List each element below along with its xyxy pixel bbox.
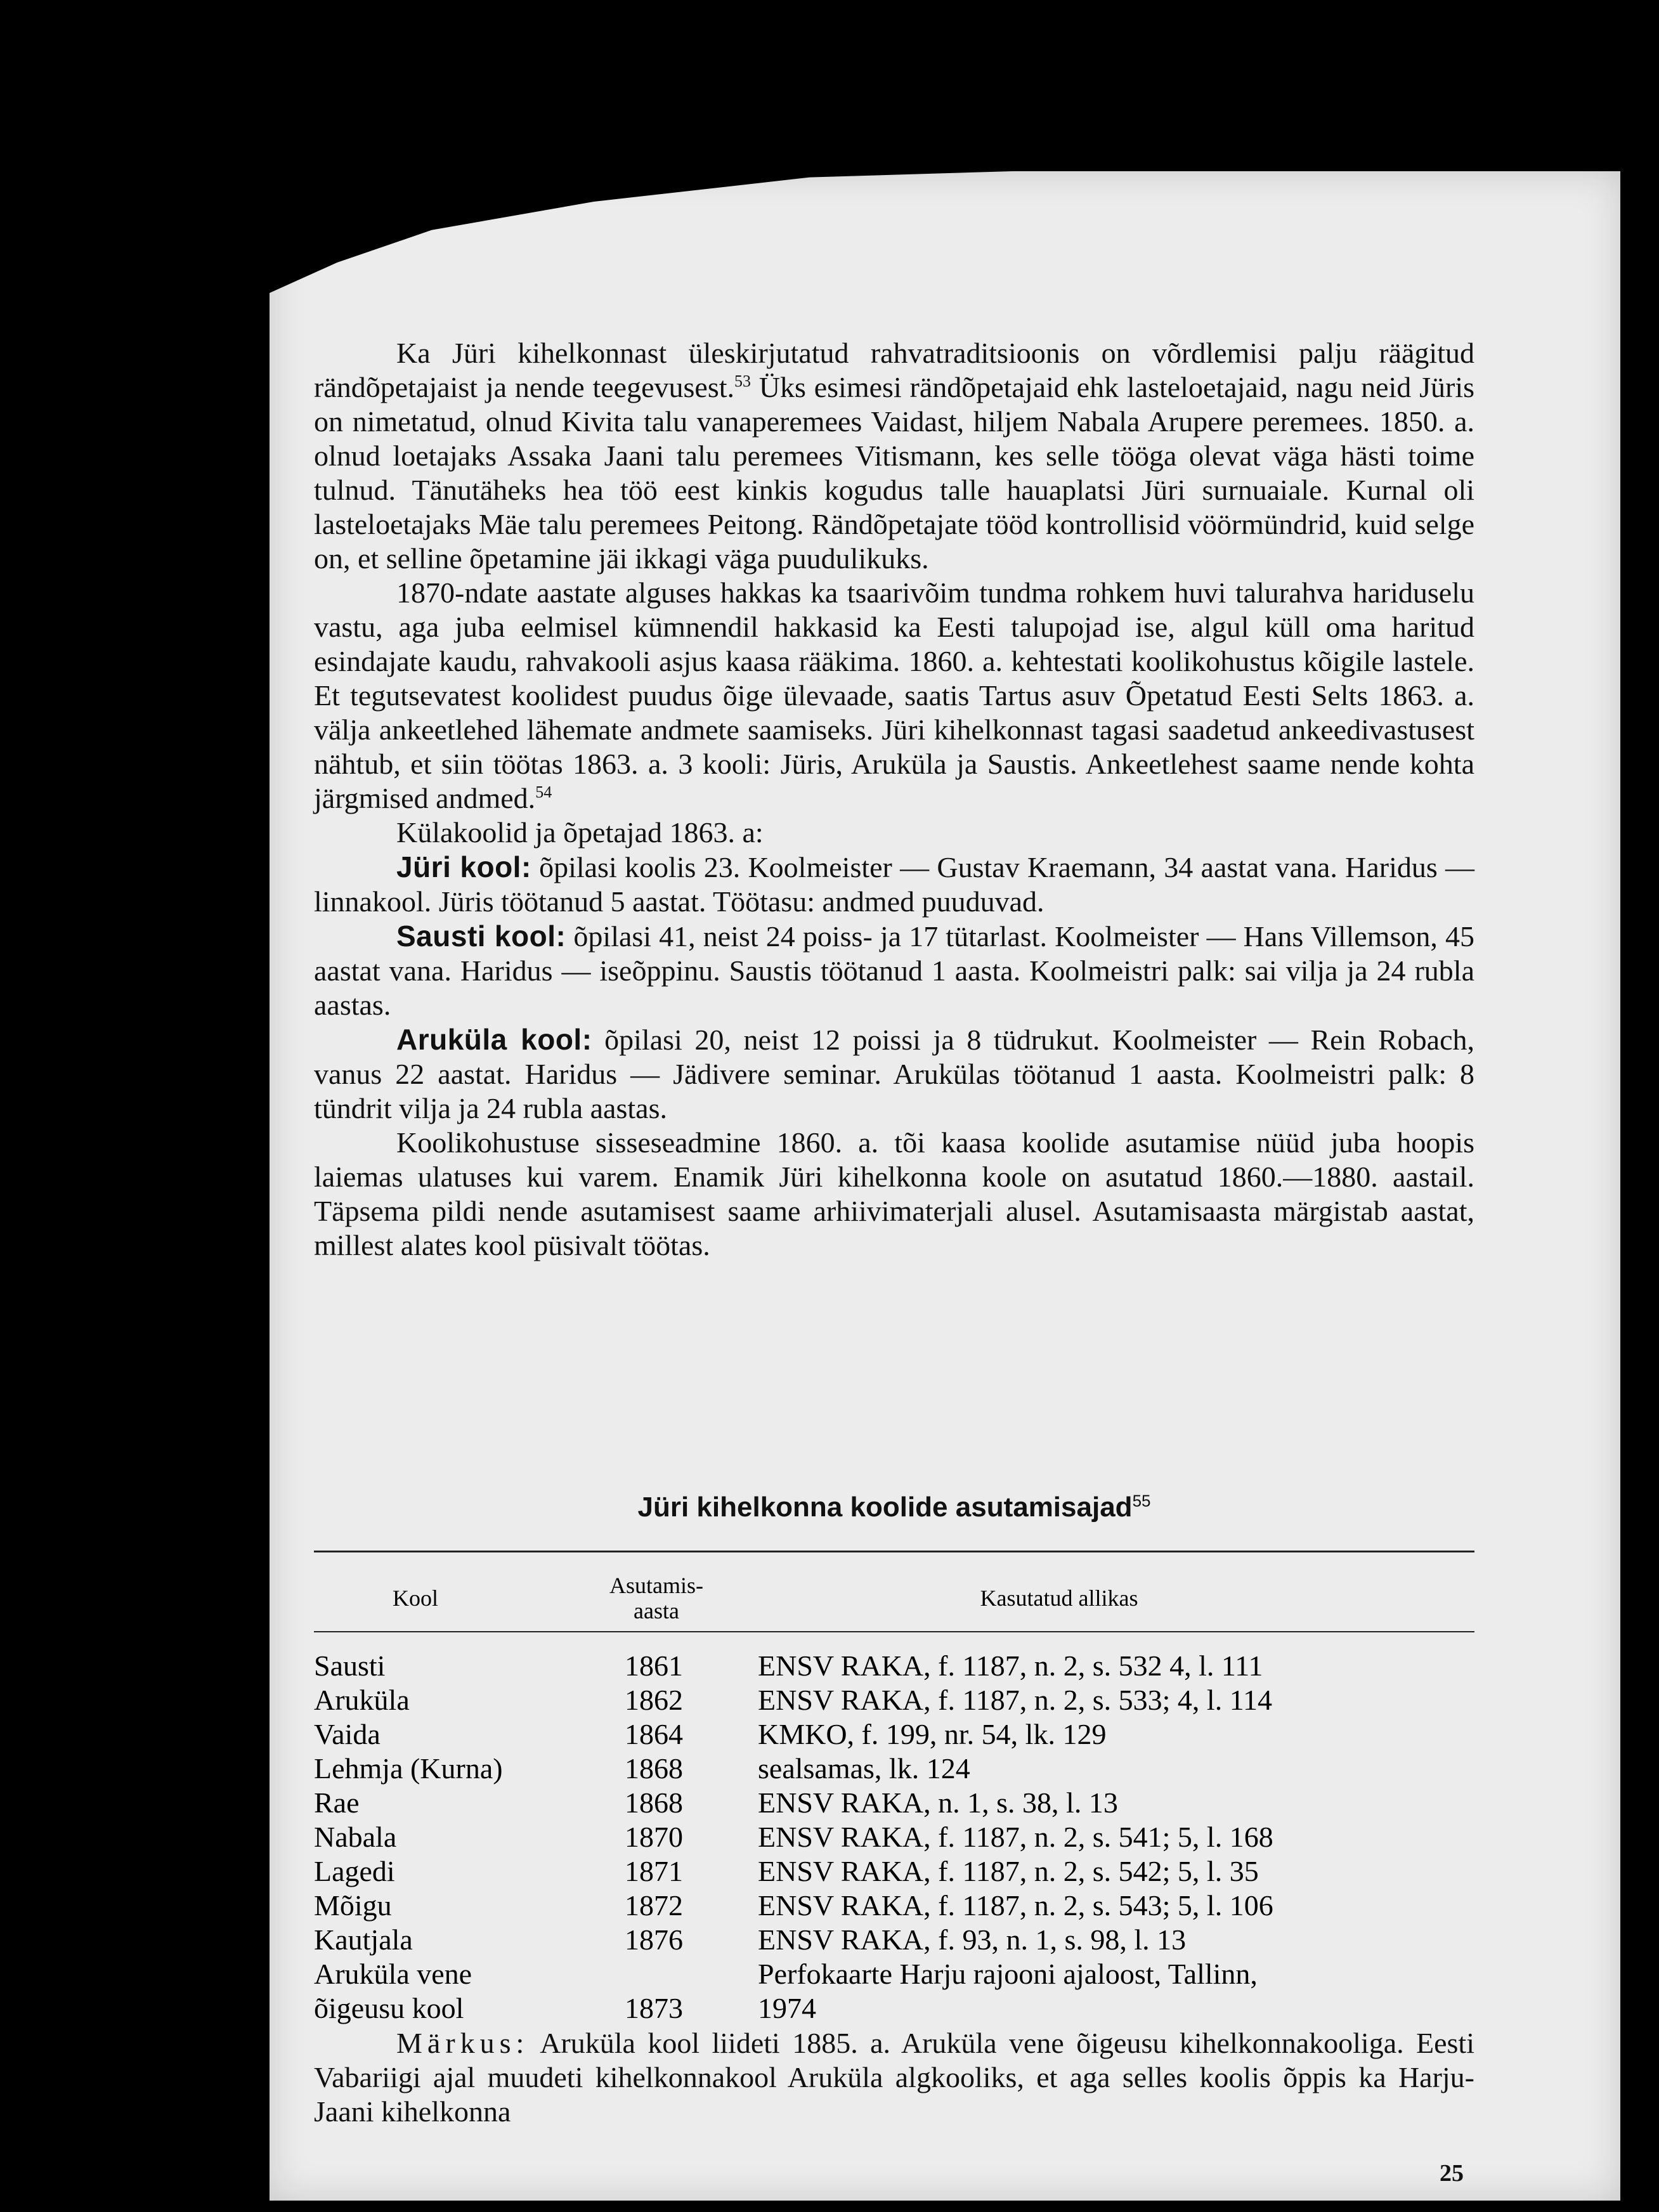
cell-kool: Sausti bbox=[314, 1649, 386, 1682]
cell-kool: Nabala bbox=[314, 1821, 397, 1853]
table-row bbox=[314, 1991, 1474, 2026]
cell-kool: Kautjala bbox=[314, 1923, 413, 1956]
paragraph-intro: Ka Jüri kihelkonnast üleskirjutatud rahvatraditsioonis on võrdlemisi palju räägitud rändõpetajaist ja nende teegevusest.$^{53}$ Üks esimesi rändõpetajaid ehk lasteloetajaid, nagu neid Jüris on nimetatud, olnud Kivita talu vanaperemees Vaidast, hiljem Nabala Arupere peremees. 1850. a. olnud loetajaks Assaka Jaani talu peremees Vitismann, kes selle tööga olevat väga hästi toime tulnud. Tänutäheks hea töö eest kinkis kogudus talle hauaplatsi Jüri surnuaiale. Kurnal oli lasteloetajaks Mäe talu peremees Peitong. Rändõpetajate tööd kontrollisid vöörmündrid, kuid selge on, et selline õpetamine jäi ikkagi väga puudulikuks. bbox=[314, 337, 1474, 575]
paragraph-juri-kool: Jüri kool: õpilasi koolis 23. Koolmeister — Gustav Kraemann, 34 aastat vana. Haridus — linnakool. Jüris töötanud 5 aastat. Töötasu: andmed puuduvad. bbox=[314, 850, 1475, 918]
cell-aasta: 1868 bbox=[625, 1786, 683, 1819]
table-top-rule bbox=[314, 1551, 1474, 1552]
label-arukula-kool: Aruküla kool: bbox=[396, 1023, 592, 1056]
note-text: Märkus: Aruküla kool liideti 1885. a. Aruküla vene õigeusu kihelkonnakooliga. Eesti Vabariigi ajal muudeti kihelkonnakool Aruküla algkooliks, et aga selles koolis õppis ka Harju-Jaani kihelkonna bbox=[314, 2027, 1474, 2128]
cell-allikas: KMKO, f. 199, nr. 54, lk. 129 bbox=[758, 1718, 1107, 1750]
table-row bbox=[314, 1683, 1474, 1717]
cell-kool: Vaida bbox=[314, 1718, 381, 1750]
table-row bbox=[314, 1717, 1474, 1752]
table-row bbox=[314, 1889, 1474, 1923]
cell-aasta: 1871 bbox=[625, 1855, 683, 1887]
cell-kool: Rae bbox=[314, 1786, 360, 1819]
cell-allikas: 1974 bbox=[758, 1992, 816, 2024]
cell-allikas: ENSV RAKA, f. 1187, n. 2, s. 543; 5, l. 106 bbox=[758, 1889, 1273, 1922]
cell-kool: Aruküla bbox=[314, 1684, 410, 1716]
table-row bbox=[314, 1820, 1474, 1854]
paragraph-sausti-kool: Sausti kool: õpilasi 41, neist 24 poiss- ja 17 tütarlast. Koolmeister — Hans Villemson, 45 aastat vana. Haridus — iseõppinu. Saustis töötanud 1 aasta. Koolmeistri palk: sai vilja ja 24 rubla aastas. bbox=[314, 920, 1474, 1021]
paragraph-koolikohustus: Koolikohustuse sisseseadmine 1860. a. tõi kaasa koolide asutamise nüüd juba hoopis laiemas ulatuses kui varem. Enamik Jüri kihelkonna koole on asutatud 1860.—1880. aastail. Täpsema pildi nende asutamisest saame arhiivimaterjali alusel. Asutamisaasta märgistab aastat, millest alates kool püsivalt töötas. bbox=[314, 1126, 1474, 1261]
table-row bbox=[314, 1957, 1474, 1991]
table-header-rule bbox=[314, 1631, 1474, 1632]
body-text bbox=[314, 336, 1474, 1263]
table-row bbox=[314, 1923, 1474, 1957]
label-juri-kool: Jüri kool: bbox=[396, 850, 531, 883]
cell-aasta: 1872 bbox=[625, 1889, 683, 1922]
paragraph-kulakoolid: Külakoolid ja õpetajad 1863. a: bbox=[396, 816, 764, 849]
cell-allikas: Perfokaarte Harju rajooni ajaloost, Tallinn, bbox=[758, 1958, 1258, 1990]
cell-aasta: 1876 bbox=[625, 1923, 683, 1956]
header-allikas: Kasutatud allikas bbox=[980, 1585, 1138, 1611]
table-row bbox=[314, 1854, 1474, 1889]
header-aasta: Asutamis-aasta bbox=[609, 1573, 703, 1623]
cell-allikas: ENSV RAKA, f. 93, n. 1, s. 98, l. 13 bbox=[758, 1923, 1187, 1956]
table-row bbox=[314, 1649, 1474, 1683]
cell-allikas: ENSV RAKA, n. 1, s. 38, l. 13 bbox=[758, 1786, 1118, 1819]
table-row bbox=[314, 1752, 1474, 1786]
cell-allikas: ENSV RAKA, f. 1187, n. 2, s. 541; 5, l. 168 bbox=[758, 1821, 1273, 1853]
cell-aasta: 1861 bbox=[625, 1649, 683, 1682]
paragraph-arukula-kool: Aruküla kool: õpilasi 20, neist 12 poissi ja 8 tüdrukut. Koolmeister — Rein Robach, vanus 22 aastat. Haridus — Jädivere seminar. Arukülas töötanud 1 aasta. Koolmeistri palk: 8 tündrit vilja ja 24 rubla aastas. bbox=[314, 1023, 1474, 1124]
cell-allikas: ENSV RAKA, f. 1187, n. 2, s. 532 4, l. 111 bbox=[758, 1649, 1263, 1682]
cell-allikas: sealsamas, lk. 124 bbox=[758, 1752, 970, 1785]
table-row bbox=[314, 1786, 1474, 1820]
cell-aasta: 1862 bbox=[625, 1684, 683, 1716]
cell-aasta: 1873 bbox=[625, 1992, 683, 2024]
cell-aasta: 1864 bbox=[625, 1718, 683, 1750]
cell-aasta: 1870 bbox=[625, 1821, 683, 1853]
cell-aasta bbox=[625, 1957, 758, 1991]
paragraph-1870: 1870-ndate aastate alguses hakkas ka tsaarivõim tundma rohkem huvi talurahva hariduselu vastu, aga juba eelmisel kümnendil hakkasid ka Eesti talupojad ise, algul küll oma haritud esindajate kaudu, rahvakooli asjus kaasa rääkima. 1860. a. kehtestati koolikohustus kõigile lastele. Et tegutsevatest koolidest puudus õige ülevaade, saatis Tartus asuv Õpetatud Eesti Selts 1863. a. välja ankeetlehed lähemate andmete saamiseks. Jüri kihelkonnast tagasi saadetud ankeedivastusest nähtub, et siin töötas 1863. a. 3 kooli: Jüris, Aruküla ja Saustis. Ankeetlehest saame nende kohta järgmised andmed.$^{54}$ bbox=[314, 576, 1474, 814]
label-sausti-kool: Sausti kool: bbox=[396, 920, 566, 953]
note-label: Märkus: bbox=[396, 2027, 530, 2059]
cell-kool: õigeusu kool bbox=[314, 1992, 464, 2024]
table-header bbox=[314, 1573, 1474, 1630]
cell-kool: Mõigu bbox=[314, 1889, 392, 1922]
cell-allikas: ENSV RAKA, f. 1187, n. 2, s. 542; 5, l. 35 bbox=[758, 1855, 1259, 1887]
schools-table bbox=[314, 1649, 1474, 2026]
cell-kool: Lehmja (Kurna) bbox=[314, 1752, 503, 1785]
header-kool: Kool bbox=[393, 1585, 438, 1611]
table-title: Jüri kihelkonna koolide asutamisajad$^{55}$ bbox=[637, 1491, 1151, 1523]
cell-aasta: 1868 bbox=[625, 1752, 683, 1785]
cell-kool: Lagedi bbox=[314, 1855, 395, 1887]
page-number: 25 bbox=[1440, 2160, 1464, 2187]
cell-allikas: ENSV RAKA, f. 1187, n. 2, s. 533; 4, l. 114 bbox=[758, 1684, 1272, 1716]
cell-kool: Aruküla vene bbox=[314, 1958, 472, 1990]
